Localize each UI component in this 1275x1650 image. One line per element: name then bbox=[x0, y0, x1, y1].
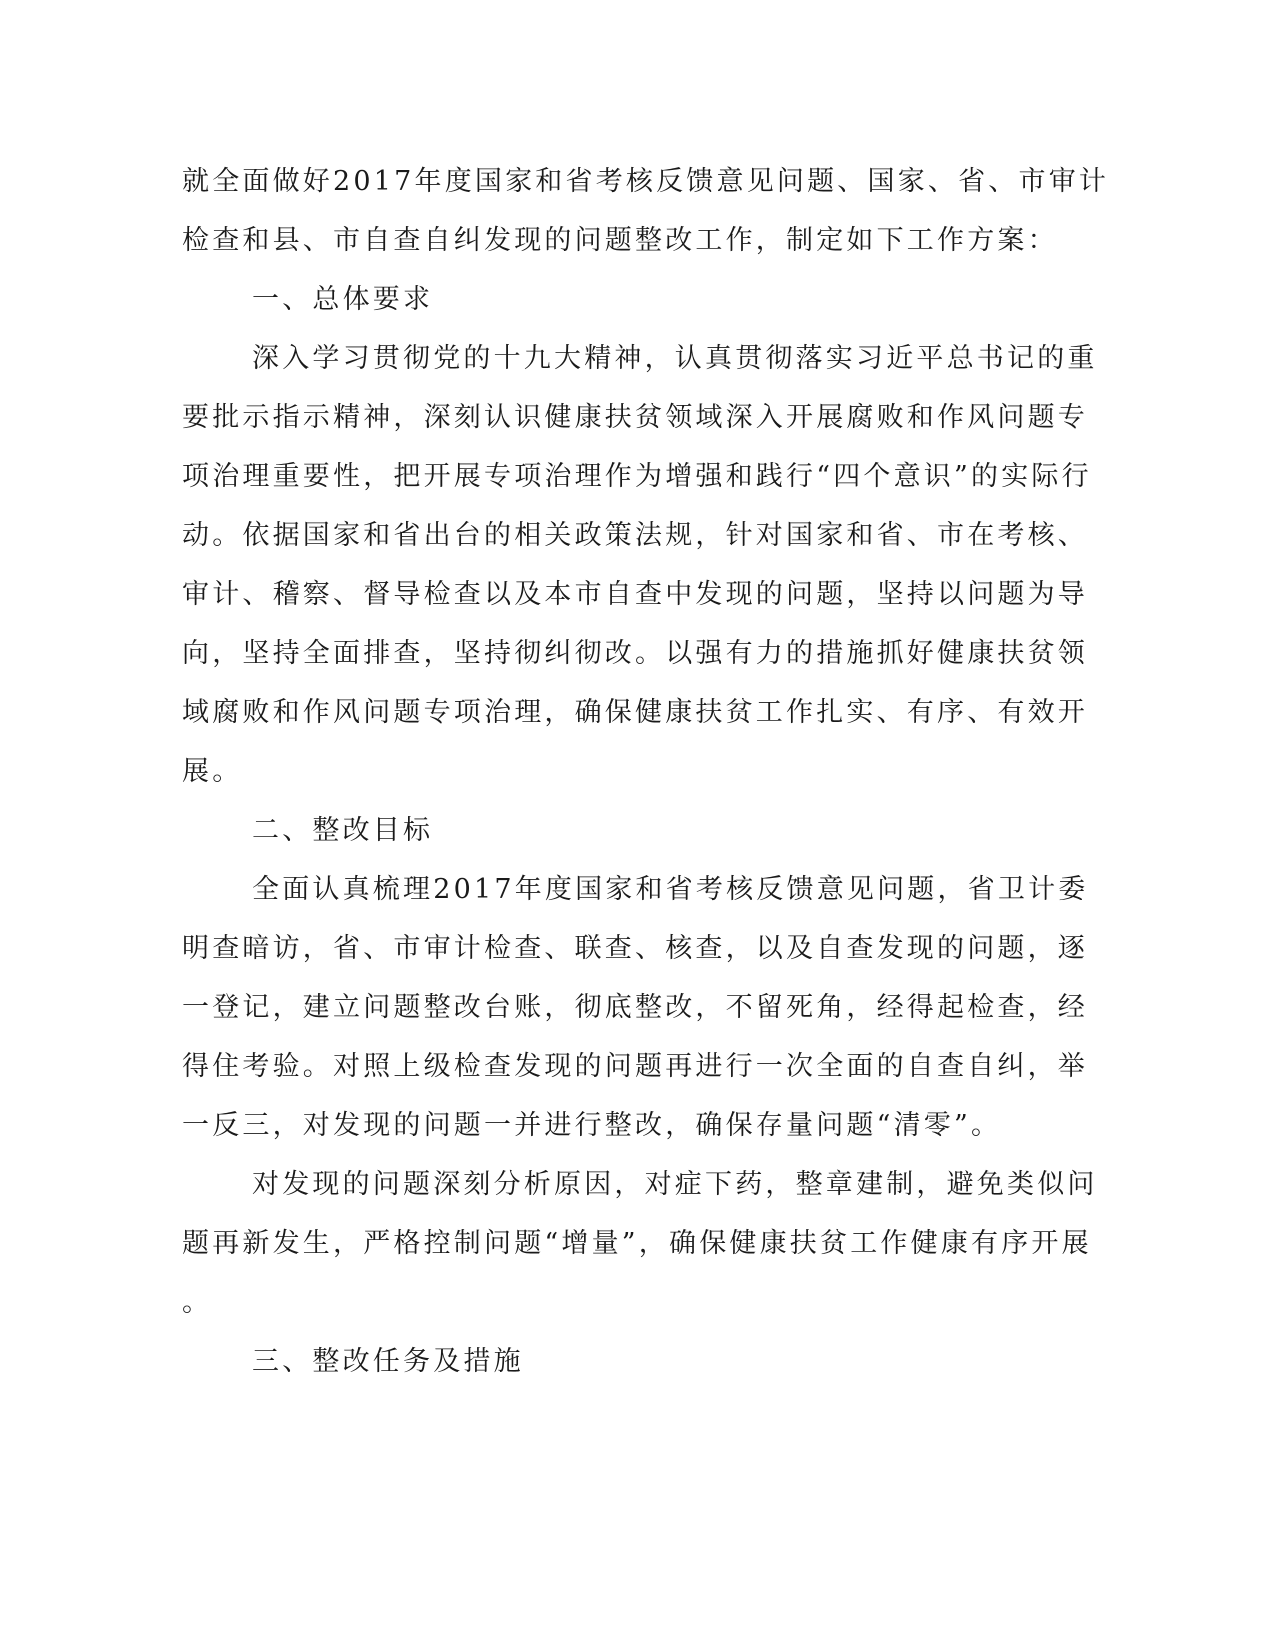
section-heading-tasks-and-measures: 三、整改任务及措施 bbox=[252, 1346, 524, 1377]
paragraph-line: 检查和县、市自查自纠发现的问题整改工作，制定如下工作方案： bbox=[182, 225, 1058, 256]
paragraph-line: 动。依据国家和省出台的相关政策法规，针对国家和省、市在考核、 bbox=[182, 520, 1088, 551]
paragraph-line: 深入学习贯彻党的十九大精神，认真贯彻落实习近平总书记的重 bbox=[252, 343, 1098, 374]
paragraph-line: 就全面做好2017年度国家和省考核反馈意见问题、国家、省、市审计 bbox=[182, 166, 1110, 197]
paragraph-line: 审计、稽察、督导检查以及本市自查中发现的问题，坚持以问题为导 bbox=[182, 579, 1088, 610]
paragraph-line: 一登记，建立问题整改台账，彻底整改，不留死角，经得起检查，经 bbox=[182, 992, 1088, 1023]
paragraph-line: 项治理重要性，把开展专项治理作为增强和践行“四个意识”的实际行 bbox=[182, 461, 1092, 492]
paragraph-line: 要批示指示精神，深刻认识健康扶贫领域深入开展腐败和作风问题专 bbox=[182, 402, 1088, 433]
section-heading-overall-requirements: 一、总体要求 bbox=[252, 284, 434, 315]
paragraph-line: 全面认真梳理2017年度国家和省考核反馈意见问题，省卫计委 bbox=[252, 874, 1089, 905]
paragraph-line: 展。 bbox=[182, 756, 243, 787]
paragraph-line: 一反三，对发现的问题一并进行整改，确保存量问题“清零”。 bbox=[182, 1110, 1002, 1141]
paragraph-line: 域腐败和作风问题专项治理，确保健康扶贫工作扎实、有序、有效开 bbox=[182, 697, 1088, 728]
paragraph-line: 题再新发生，严格控制问题“增量”，确保健康扶贫工作健康有序开展 bbox=[182, 1228, 1092, 1259]
paragraph-line: 。 bbox=[182, 1287, 213, 1318]
paragraph-line: 明查暗访，省、市审计检查、联查、核查，以及自查发现的问题，逐 bbox=[182, 933, 1088, 964]
paragraph-line: 得住考验。对照上级检查发现的问题再进行一次全面的自查自纠，举 bbox=[182, 1051, 1088, 1082]
paragraph-line: 向，坚持全面排查，坚持彻纠彻改。以强有力的措施抓好健康扶贫领 bbox=[182, 638, 1088, 669]
section-heading-rectification-goals: 二、整改目标 bbox=[252, 815, 434, 846]
paragraph-line: 对发现的问题深刻分析原因，对症下药，整章建制，避免类似问 bbox=[252, 1169, 1098, 1200]
